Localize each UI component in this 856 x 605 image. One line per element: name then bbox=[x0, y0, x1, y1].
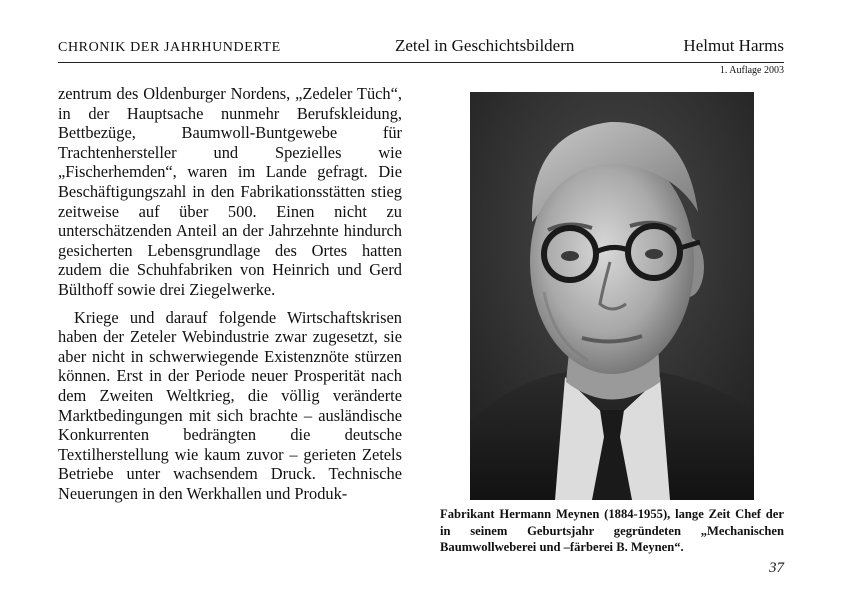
body-text bbox=[58, 84, 402, 503]
page-number: 37 bbox=[769, 560, 784, 576]
book-title: Zetel in Geschichtsbildern bbox=[395, 36, 575, 55]
author-name: Helmut Harms bbox=[683, 36, 784, 55]
paragraph-1: zentrum des Oldenburger Nordens, „Zedeler Tüch“, in der Hauptsache nunmehr Berufskleidung, Bettbezüge, Baumwoll-Buntgewebe für Trachtenhersteller und Spezielles wie „Fischerhemden“, waren im Lande gefragt. Die Beschäftigungszahl in den Fabrikationsstätten stieg zeitweise auf über 500. Einen nicht zu unterschätzenden Anteil an der Jahrzehnte hindurch gesicherten Lebensgrundlage des Ortes hatten zudem die Schuhfabriken von Heinrich und Gerd Bülthoff sowie drei Ziegelwerke. bbox=[58, 84, 402, 299]
portrait-illustration bbox=[470, 92, 754, 500]
series-title: CHRONIK DER JAHRHUNDERTE bbox=[58, 40, 281, 55]
portrait-photo bbox=[470, 92, 754, 500]
photo-caption: Fabrikant Hermann Meynen (1884-1955), lange Zeit Chef der in seinem Geburtsjahr gegründeten „Mechanischen Baumwollweberei und –färberei B. Meynen“. bbox=[440, 507, 784, 555]
edition-note: 1. Auflage 2003 bbox=[719, 65, 784, 76]
paragraph-2: Kriege und darauf folgende Wirtschaftskrisen haben der Zeteler Webindustrie zwar zugesetzt, sie aber nicht in schwerwiegende Existenznöte stürzen können. Erst in der Periode neuer Prosperität nach dem Zweiten Weltkrieg, die völlig veränderte Marktbedingungen mit sich brachte – ausländische Konkurrenten bedrängten die deutsche Textilherstellung wie kaum zuvor – gerieten Zetels Betriebe unter wachsendem Druck. Technische Neuerungen in den Werkhallen und Produk- bbox=[58, 307, 402, 503]
running-header bbox=[58, 34, 784, 58]
header-rule bbox=[58, 62, 784, 63]
